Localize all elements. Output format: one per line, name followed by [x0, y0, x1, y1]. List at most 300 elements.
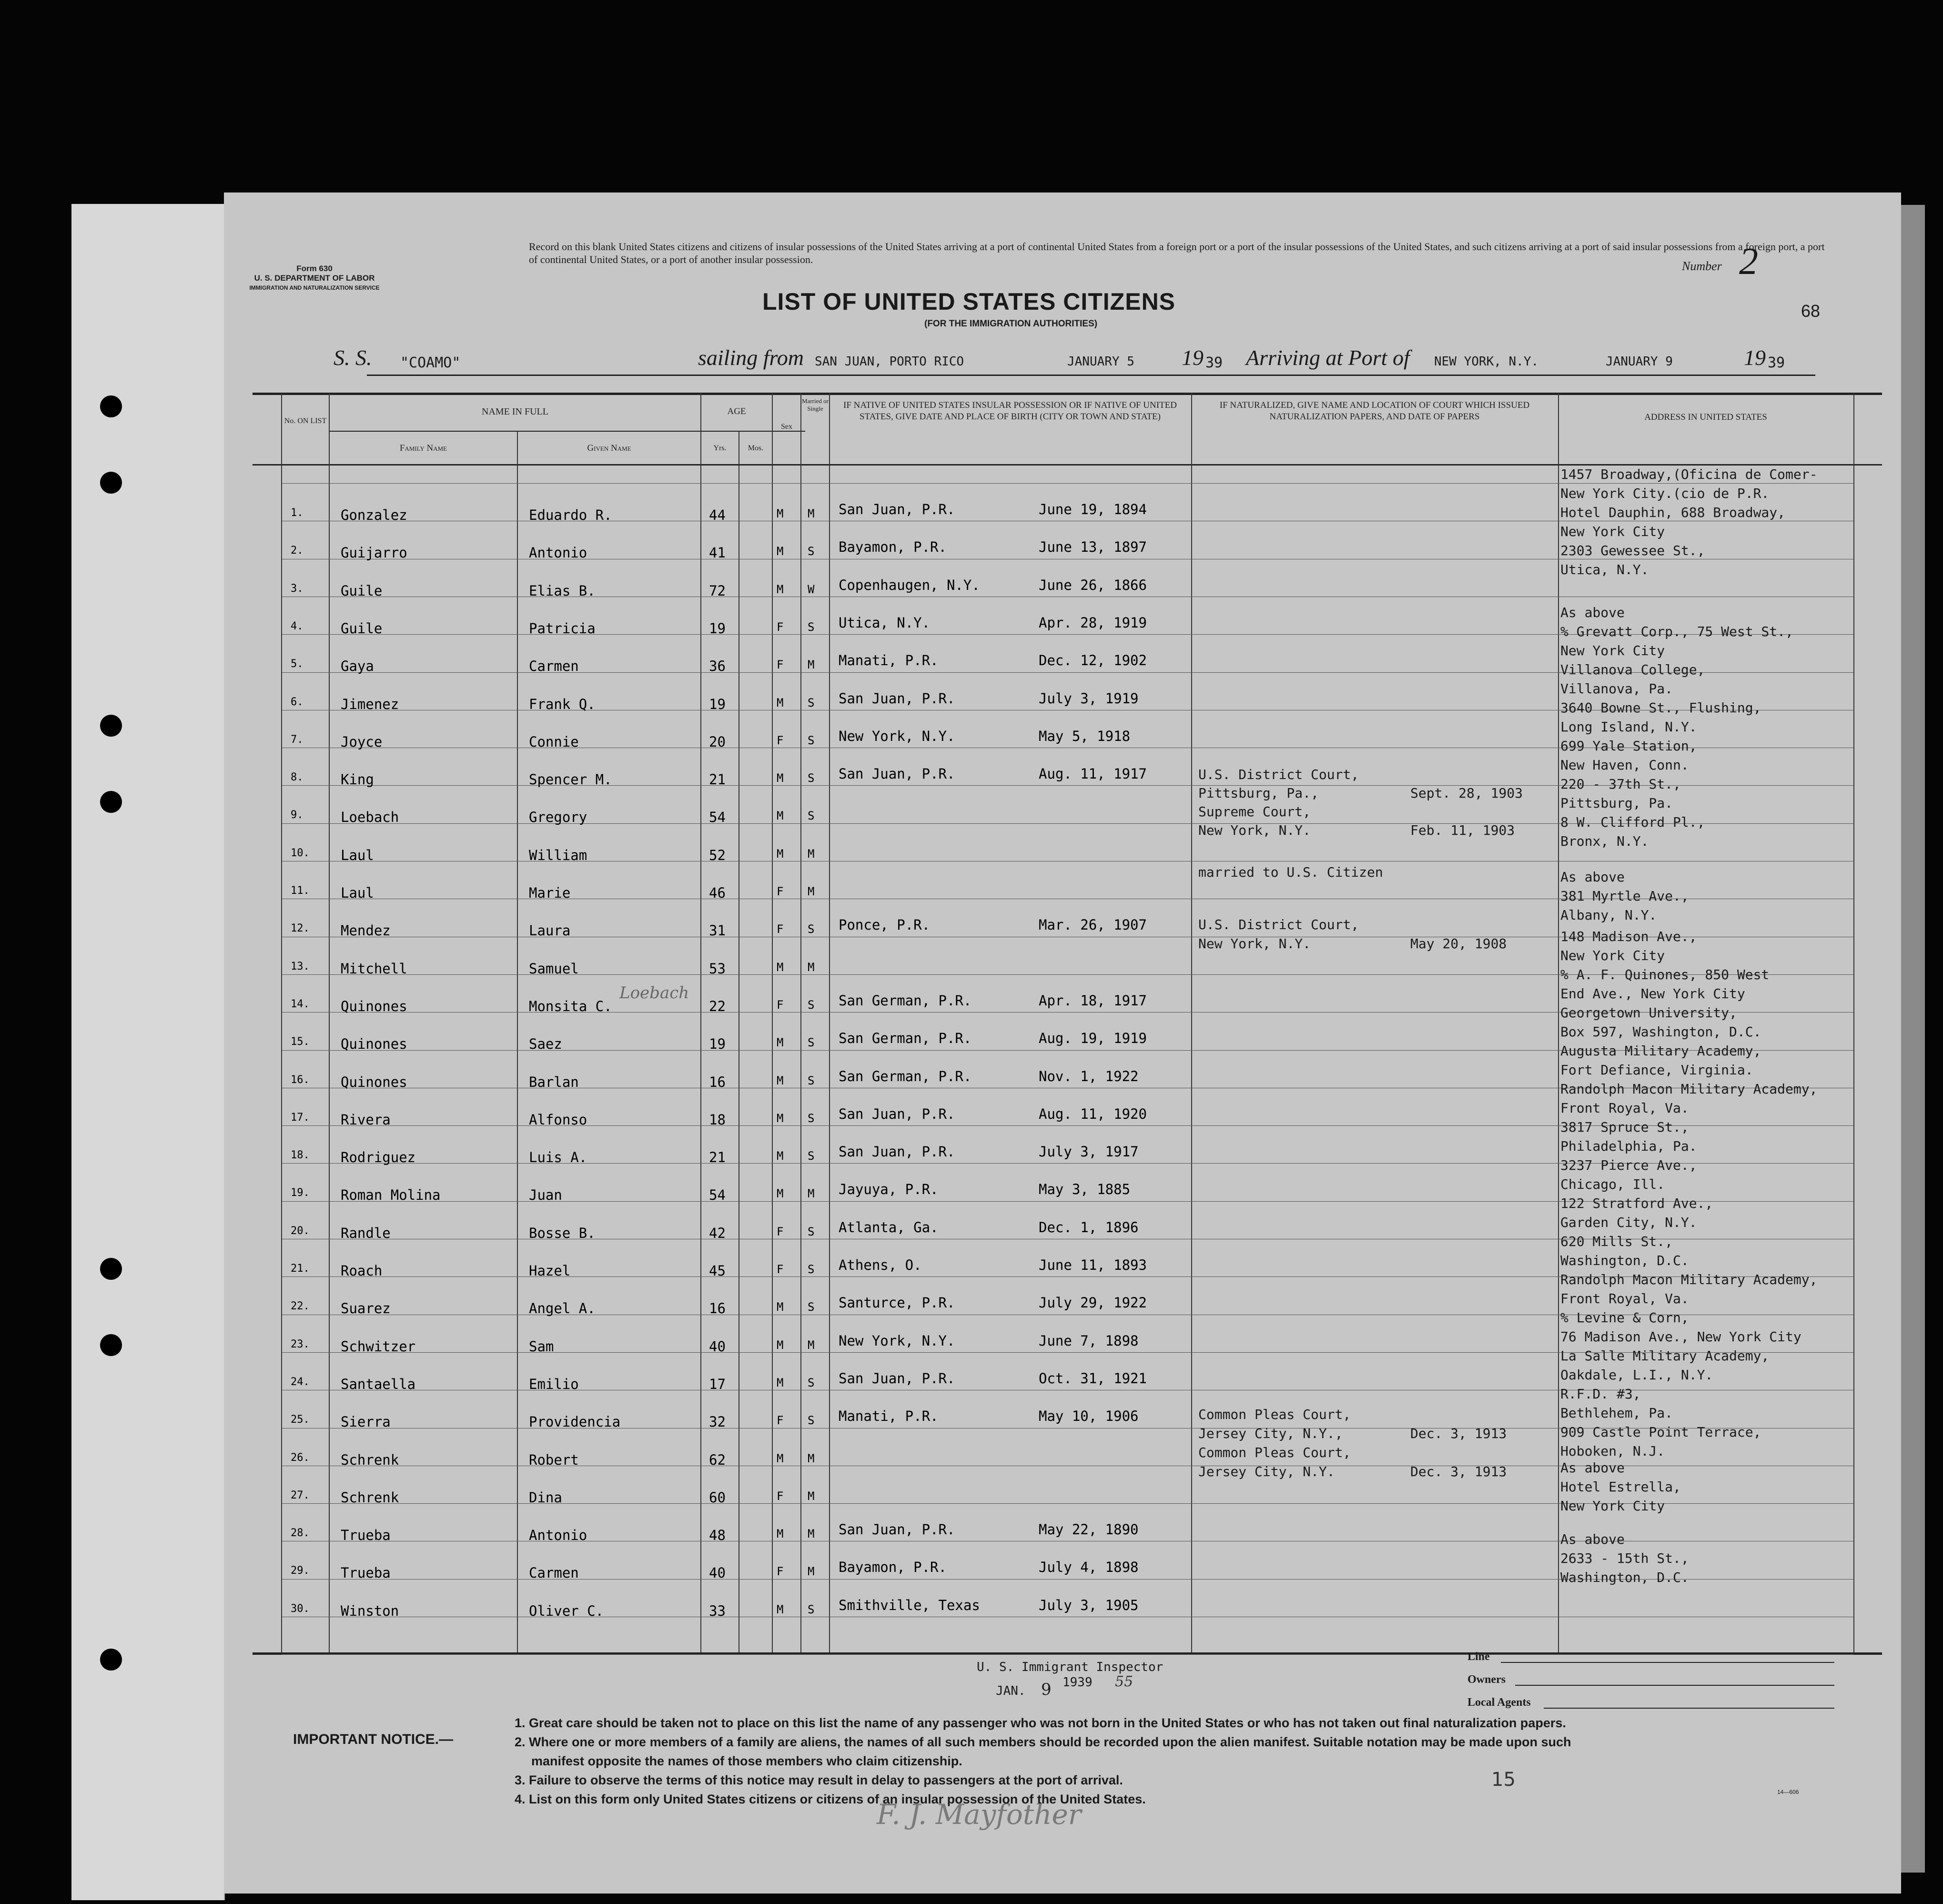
sex: F — [777, 658, 784, 671]
row-number: 6. — [291, 696, 304, 708]
age-years: 46 — [709, 885, 726, 901]
row-number: 25. — [291, 1414, 310, 1426]
given-name: Marie — [529, 885, 571, 901]
address-line: Fort Defiance, Virginia. — [1560, 1062, 1753, 1078]
naturalization-court: married to U.S. Citizen — [1198, 864, 1383, 880]
sex: F — [777, 1225, 784, 1238]
address-line: Villanova, Pa. — [1560, 681, 1673, 697]
birth-date: July 3, 1919 — [1039, 690, 1139, 707]
address-line: 220 - 37th St., — [1560, 776, 1681, 792]
family-name: Rivera — [341, 1112, 391, 1128]
age-years: 40 — [709, 1565, 726, 1581]
birth-place: San Juan, P.R. — [839, 501, 955, 517]
age-years: 19 — [709, 620, 726, 637]
birth-date: June 7, 1898 — [1039, 1333, 1139, 1349]
address-line: Randolph Macon Military Academy, — [1560, 1081, 1818, 1097]
sex: M — [777, 809, 784, 822]
handwritten-note: Loebach — [619, 983, 689, 1003]
age-years: 60 — [709, 1489, 726, 1506]
address-line: As above — [1560, 1460, 1625, 1476]
family-name: Rodriguez — [341, 1149, 416, 1165]
inspector-signature: F. J. Mayfother — [877, 1798, 1082, 1831]
given-name: Laura — [529, 922, 571, 939]
address-line: R.F.D. #3, — [1560, 1386, 1641, 1402]
marital-status: S — [808, 1414, 815, 1427]
birth-date: May 10, 1906 — [1039, 1408, 1139, 1424]
sex: F — [777, 1263, 784, 1276]
address-line: Pittsburg, Pa. — [1560, 795, 1673, 811]
given-name: Dina — [529, 1489, 562, 1506]
family-name: Guile — [341, 620, 383, 637]
marital-status: S — [808, 620, 815, 634]
address-line: 699 Yale Station, — [1560, 738, 1697, 754]
naturalization-date: Sept. 28, 1903 — [1410, 785, 1523, 801]
given-name: Monsita C. — [529, 998, 612, 1014]
given-name: Barlan — [529, 1074, 579, 1090]
sex: F — [777, 1414, 784, 1427]
notice-label: IMPORTANT NOTICE.— — [293, 1732, 454, 1747]
given-name: Frank Q. — [529, 696, 596, 712]
page-stamp: 68 — [1801, 301, 1821, 321]
sex: M — [777, 961, 784, 974]
header-name-in-full: NAME IN FULL — [482, 406, 548, 417]
birth-date: May 22, 1890 — [1039, 1521, 1139, 1538]
age-years: 48 — [709, 1527, 726, 1543]
marital-status: S — [808, 1263, 815, 1276]
row-number: 23. — [291, 1338, 310, 1350]
birth-date: May 5, 1918 — [1039, 728, 1131, 744]
address-line: New York City — [1560, 1498, 1665, 1514]
row-number: 27. — [291, 1489, 310, 1501]
departure-year: 39 — [1205, 354, 1223, 371]
address-line: As above — [1560, 1531, 1625, 1547]
address-line: Front Royal, Va. — [1560, 1100, 1689, 1116]
departure-port: SAN JUAN, PORTO RICO — [815, 354, 964, 369]
age-years: 53 — [709, 961, 726, 977]
sex: F — [777, 734, 784, 747]
family-name: Randle — [341, 1225, 391, 1241]
birth-date: Aug. 11, 1917 — [1039, 766, 1147, 782]
given-name: Angel A. — [529, 1300, 596, 1317]
marital-status: S — [808, 922, 815, 936]
sex: F — [777, 1565, 784, 1578]
sex: M — [777, 1187, 784, 1200]
header-sex: Sex — [781, 423, 792, 431]
sex: F — [777, 1489, 784, 1503]
family-name: Laul — [341, 847, 374, 863]
row-rule — [282, 1654, 1853, 1655]
birth-place: Ponce, P.R. — [839, 917, 931, 933]
row-number: 18. — [291, 1149, 310, 1161]
birth-place: San German, P.R. — [839, 993, 972, 1009]
naturalization-date: May 20, 1908 — [1410, 936, 1507, 952]
age-years: 72 — [709, 583, 726, 599]
page-title: LIST OF UNITED STATES CITIZENS — [762, 288, 1176, 315]
age-years: 40 — [709, 1338, 726, 1355]
family-name: Joyce — [341, 734, 383, 750]
sex: M — [777, 1149, 784, 1163]
header-yrs: Yrs. — [713, 444, 727, 452]
family-name: Quinones — [341, 1036, 407, 1052]
row-number: 3. — [291, 583, 304, 595]
sex: F — [777, 922, 784, 936]
row-number: 22. — [291, 1300, 310, 1312]
marital-status: M — [808, 885, 815, 898]
marital-status: S — [808, 696, 815, 709]
address-line: Box 597, Washington, D.C. — [1560, 1024, 1761, 1040]
birth-date: June 13, 1897 — [1039, 539, 1147, 555]
address-line: Washington, D.C. — [1560, 1570, 1689, 1585]
family-name: Trueba — [341, 1565, 391, 1581]
sex: M — [777, 1036, 784, 1049]
sailing-label: sailing from — [698, 345, 804, 370]
marital-status: S — [808, 545, 815, 558]
marital-status: M — [808, 1527, 815, 1540]
given-name: Saez — [529, 1036, 562, 1052]
notice-item-4: 4. List on this form only United States citizens or citizens of an insular possession of the United States. — [515, 1792, 1146, 1806]
row-number: 21. — [291, 1263, 310, 1275]
marital-status: M — [808, 961, 815, 974]
address-line: La Salle Military Academy, — [1560, 1348, 1770, 1364]
given-name: Eduardo R. — [529, 507, 612, 523]
given-name: Bosse B. — [529, 1225, 596, 1241]
marital-status: M — [808, 1489, 815, 1503]
address-line: % Levine & Corn, — [1560, 1310, 1689, 1326]
address-line: Albany, N.Y. — [1560, 907, 1657, 923]
naturalization-court: New York, N.Y. — [1198, 822, 1311, 838]
row-number: 10. — [291, 847, 310, 859]
address-line: 3817 Spruce St., — [1560, 1119, 1689, 1135]
family-name: Quinones — [341, 998, 407, 1014]
given-name: Alfonso — [529, 1112, 587, 1128]
row-number: 20. — [291, 1225, 310, 1237]
sex: M — [777, 1074, 784, 1087]
marital-status: S — [808, 1300, 815, 1314]
header-married-single: Married or Single — [802, 397, 829, 412]
birth-date: July 3, 1905 — [1039, 1597, 1139, 1613]
table-top-rule — [253, 393, 1882, 395]
address-line: Villanova College, — [1560, 662, 1705, 678]
birth-place: San Juan, P.R. — [839, 1370, 955, 1387]
family-name: Mendez — [341, 922, 391, 939]
address-line: Bronx, N.Y. — [1560, 833, 1649, 849]
marital-status: S — [808, 1074, 815, 1087]
age-years: 22 — [709, 998, 726, 1014]
birth-date: June 19, 1894 — [1039, 501, 1147, 517]
birth-date: June 11, 1893 — [1039, 1257, 1147, 1273]
address-line: Long Island, N.Y. — [1560, 719, 1697, 735]
marital-status: S — [808, 734, 815, 747]
birth-place: Utica, N.Y. — [839, 615, 931, 631]
address-line: As above — [1560, 869, 1625, 885]
family-name: Schwitzer — [341, 1338, 416, 1355]
birth-place: Manati, P.R. — [839, 652, 939, 668]
arrival-year-prefix: 19 — [1744, 345, 1766, 370]
family-name: Loebach — [341, 809, 399, 825]
stamp-day: 9 — [1041, 1680, 1052, 1699]
binder-hole — [100, 791, 122, 813]
header-family-name: Family Name — [399, 443, 447, 453]
row-number: 7. — [291, 734, 304, 746]
sex: M — [777, 1603, 784, 1616]
birth-date: June 26, 1866 — [1039, 577, 1147, 593]
binder-hole — [100, 472, 122, 494]
age-years: 21 — [709, 1149, 726, 1165]
birth-place: San Juan, P.R. — [839, 1144, 955, 1160]
sex: M — [777, 507, 784, 520]
address-line: 3640 Bowne St., Flushing, — [1560, 700, 1761, 716]
birth-place: San German, P.R. — [839, 1068, 972, 1084]
family-name: Jimenez — [341, 696, 399, 712]
birth-place: New York, N.Y. — [839, 728, 955, 744]
family-name: Schrenk — [341, 1452, 399, 1468]
age-years: 54 — [709, 809, 726, 825]
birth-date: Aug. 11, 1920 — [1039, 1106, 1147, 1122]
birth-place: Smithville, Texas — [839, 1597, 980, 1613]
family-name: Suarez — [341, 1300, 391, 1317]
inspector-label: U. S. Immigrant Inspector — [977, 1660, 1164, 1674]
sex: M — [777, 771, 784, 785]
address-line: 2633 - 15th St., — [1560, 1550, 1689, 1566]
header-bottom-rule — [253, 464, 1882, 466]
age-years: 44 — [709, 507, 726, 523]
row-number: 11. — [291, 885, 310, 897]
age-years: 54 — [709, 1187, 726, 1203]
marital-status: S — [808, 809, 815, 822]
header-naturalized: IF NATURALIZED, GIVE NAME AND LOCATION OF COURT WHICH ISSUED NATURALIZATION PAPERS, AND DATE OF PAPERS — [1219, 400, 1530, 422]
birth-place: San Juan, P.R. — [839, 690, 955, 707]
birth-date: Apr. 18, 1917 — [1039, 993, 1147, 1009]
birth-place: Athens, O. — [839, 1257, 922, 1273]
sex: M — [777, 1527, 784, 1540]
marital-status: S — [808, 1603, 815, 1616]
address-line: Hoboken, N.J. — [1560, 1443, 1665, 1459]
row-number: 24. — [291, 1376, 310, 1388]
birth-date: Oct. 31, 1921 — [1039, 1370, 1147, 1387]
arrival-date: JANUARY 9 — [1606, 354, 1673, 369]
naturalization-court: U.S. District Court, — [1198, 917, 1359, 932]
marital-status: S — [808, 1376, 815, 1389]
form-id: Form 630 U. S. DEPARTMENT OF LABOR IMMIGRATION AND NATURALIZATION SERVICE — [249, 264, 380, 291]
birth-date: Nov. 1, 1922 — [1039, 1068, 1139, 1084]
backing-sheet — [71, 204, 225, 1900]
age-years: 52 — [709, 847, 726, 863]
ss-label: S. S. — [334, 345, 372, 370]
stamp-month: JAN. — [996, 1684, 1026, 1698]
birth-place: Bayamon, P.R. — [839, 1559, 947, 1575]
birth-place: New York, N.Y. — [839, 1333, 955, 1349]
stamp-extra: 55 — [1115, 1673, 1133, 1690]
marital-status: S — [808, 1225, 815, 1238]
age-years: 18 — [709, 1112, 726, 1128]
address-line: Utica, N.Y. — [1560, 562, 1649, 577]
row-number: 19. — [291, 1187, 310, 1199]
sex: M — [777, 847, 784, 861]
age-years: 20 — [709, 734, 726, 750]
birth-date: Mar. 26, 1907 — [1039, 917, 1147, 933]
given-name: Connie — [529, 734, 579, 750]
page-edge — [1901, 205, 1925, 1873]
family-name: Roman Molina — [341, 1187, 441, 1203]
arrival-port: NEW YORK, N.Y. — [1434, 354, 1539, 369]
birth-date: July 3, 1917 — [1039, 1144, 1139, 1160]
birth-place: San Juan, P.R. — [839, 766, 955, 782]
age-years: 45 — [709, 1263, 726, 1279]
departure-year-prefix: 19 — [1182, 345, 1204, 370]
marital-status: S — [808, 1149, 815, 1163]
naturalization-date: Dec. 3, 1913 — [1410, 1464, 1507, 1479]
naturalization-court: Common Pleas Court, — [1198, 1407, 1351, 1422]
marital-status: S — [808, 771, 815, 785]
page-subtitle: (FOR THE IMMIGRATION AUTHORITIES) — [924, 319, 1098, 329]
marital-status: S — [808, 998, 815, 1012]
family-name: Guijarro — [341, 545, 407, 561]
naturalization-court: New York, N.Y. — [1198, 936, 1311, 952]
age-years: 41 — [709, 545, 726, 561]
number-label: Number — [1682, 259, 1722, 273]
row-number: 4. — [291, 620, 304, 632]
family-name: Mitchell — [341, 961, 407, 977]
address-line: % A. F. Quinones, 850 West — [1560, 967, 1770, 982]
family-name: Winston — [341, 1603, 399, 1619]
age-years: 42 — [709, 1225, 726, 1241]
header-given-name: Given Name — [587, 443, 631, 453]
given-name: Oliver C. — [529, 1603, 604, 1619]
family-name: King — [341, 771, 374, 788]
address-line: Oakdale, L.I., N.Y. — [1560, 1367, 1713, 1383]
marital-status: M — [808, 507, 815, 520]
line-label: Line — [1467, 1651, 1490, 1663]
birth-place: Jayuya, P.R. — [839, 1181, 939, 1197]
birth-date: Dec. 12, 1902 — [1039, 652, 1147, 668]
age-years: 33 — [709, 1603, 726, 1619]
address-line: 8 W. Clifford Pl., — [1560, 814, 1705, 830]
given-name: Sam — [529, 1338, 554, 1355]
birth-date: July 4, 1898 — [1039, 1559, 1139, 1575]
given-name: Samuel — [529, 961, 579, 977]
address-line: Bethlehem, Pa. — [1560, 1405, 1673, 1421]
marital-status: M — [808, 847, 815, 861]
marital-status: M — [808, 1187, 815, 1200]
sex: F — [777, 998, 784, 1012]
address-line: As above — [1560, 605, 1625, 620]
birth-date: July 29, 1922 — [1039, 1295, 1147, 1311]
notice-form-code: 14—606 — [1777, 1789, 1799, 1795]
row-number: 1. — [291, 507, 304, 519]
address-line: New York City — [1560, 948, 1665, 963]
binder-hole — [100, 1334, 122, 1356]
age-years: 19 — [709, 696, 726, 712]
naturalization-date: Dec. 3, 1913 — [1410, 1426, 1507, 1441]
birth-place: San Juan, P.R. — [839, 1106, 955, 1122]
header-address: ADDRESS IN UNITED STATES — [1644, 412, 1767, 422]
address-line: Washington, D.C. — [1560, 1253, 1689, 1268]
given-name: Antonio — [529, 1527, 587, 1543]
row-number: 26. — [291, 1452, 310, 1464]
notice-item-2-cont: manifest opposite the names of those members who claim citizenship. — [531, 1754, 962, 1768]
row-number: 2. — [291, 545, 304, 557]
address-line: Augusta Military Academy, — [1560, 1043, 1761, 1059]
birth-date: Apr. 28, 1919 — [1039, 615, 1147, 631]
row-rule — [282, 483, 1853, 484]
given-name: Antonio — [529, 545, 587, 561]
notice-item-1: 1. Great care should be taken not to place on this list the name of any passenger who was not born in the United States or who has not taken out final naturalization papers. — [515, 1716, 1566, 1730]
sex: F — [777, 885, 784, 898]
given-name: Spencer M. — [529, 771, 612, 788]
address-line: Randolph Macon Military Academy, — [1560, 1272, 1818, 1287]
binder-hole — [100, 1258, 122, 1280]
marital-status: S — [808, 1112, 815, 1125]
binder-hole — [100, 395, 122, 417]
row-number: 8. — [291, 771, 304, 783]
row-number: 9. — [291, 809, 304, 821]
birth-place: Bayamon, P.R. — [839, 539, 947, 555]
given-name: Patricia — [529, 620, 596, 637]
family-name: Trueba — [341, 1527, 391, 1543]
address-line: 122 Stratford Ave., — [1560, 1195, 1713, 1211]
address-line: Hotel Estrella, — [1560, 1479, 1681, 1495]
binder-hole — [100, 715, 122, 737]
row-number: 13. — [291, 961, 310, 972]
manifest-page — [224, 192, 1901, 1894]
naturalization-court: Jersey City, N.Y., — [1198, 1426, 1343, 1441]
row-number: 16. — [291, 1074, 310, 1086]
header-mos: Mos. — [748, 444, 764, 452]
age-years: 36 — [709, 658, 726, 674]
family-name: Gaya — [341, 658, 374, 674]
naturalization-court: U.S. District Court, — [1198, 767, 1359, 782]
row-number: 28. — [291, 1527, 310, 1539]
birth-place: Manati, P.R. — [839, 1408, 939, 1424]
sex: M — [777, 545, 784, 558]
age-years: 16 — [709, 1074, 726, 1090]
age-years: 32 — [709, 1414, 726, 1430]
birth-place: Santurce, P.R. — [839, 1295, 955, 1311]
departure-date: JANUARY 5 — [1067, 354, 1134, 369]
address-line: 909 Castle Point Terrace, — [1560, 1424, 1761, 1440]
family-name: Roach — [341, 1263, 383, 1279]
marital-status: M — [808, 1565, 815, 1578]
sex: M — [777, 696, 784, 709]
address-line: Hotel Dauphin, 688 Broadway, — [1560, 505, 1786, 520]
given-name: Robert — [529, 1452, 579, 1468]
address-line: 620 Mills St., — [1560, 1234, 1673, 1249]
notice-item-2: 2. Where one or more members of a family are aliens, the names of all such members should be recorded upon the alien manifest. Suitable notation may be made upon such — [515, 1735, 1571, 1749]
naturalization-court: Pittsburg, Pa., — [1198, 785, 1319, 801]
sex: M — [777, 1338, 784, 1352]
record-instructions: Record on this blank United States citizens and citizens of insular possessions of the United States arriving at a port of continental United States from a foreign port or a port of the insular possessions of the United States, and such citizens arriving at a port of said insular possessions from a foreign port, a port of continental United States, or a port of another insular possession. — [529, 241, 1825, 265]
marital-status: M — [808, 1452, 815, 1465]
birth-place: San Juan, P.R. — [839, 1521, 955, 1538]
birth-date: Dec. 1, 1896 — [1039, 1219, 1139, 1236]
address-line: New York City — [1560, 643, 1665, 658]
birth-place: Copenhaugen, N.Y. — [839, 577, 980, 593]
age-years: 19 — [709, 1036, 726, 1052]
given-name: Juan — [529, 1187, 562, 1203]
naturalization-court: Common Pleas Court, — [1198, 1445, 1351, 1460]
marital-status: S — [808, 1036, 815, 1049]
address-line: New York City.(cio de P.R. — [1560, 486, 1770, 501]
address-line: Front Royal, Va. — [1560, 1291, 1689, 1306]
address-line: Georgetown University, — [1560, 1005, 1737, 1021]
address-line: 3237 Pierce Ave., — [1560, 1157, 1697, 1173]
row-number: 5. — [291, 658, 304, 670]
address-line: Chicago, Ill. — [1560, 1176, 1665, 1192]
row-number: 12. — [291, 922, 310, 934]
sex: M — [777, 583, 784, 596]
given-name: Carmen — [529, 658, 579, 674]
age-years: 16 — [709, 1300, 726, 1317]
